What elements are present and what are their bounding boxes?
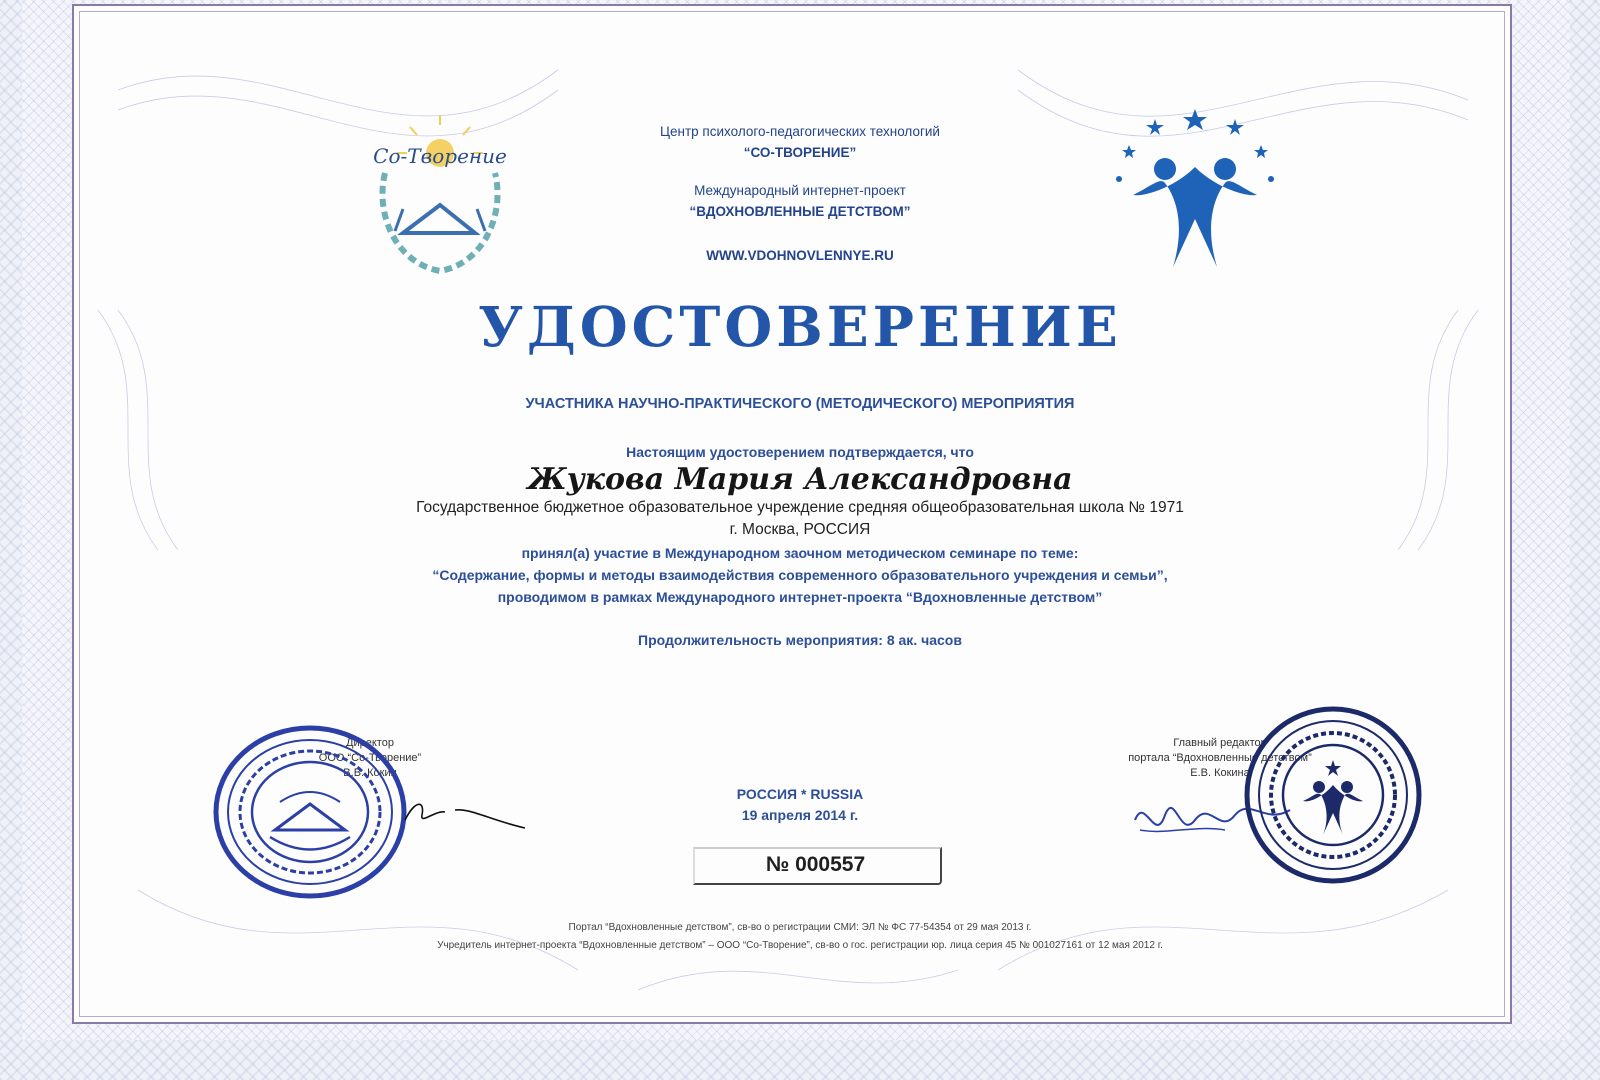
project-name-line2: “ВДОХНОВЛЕННЫЕ ДЕТСТВОМ”	[689, 204, 911, 219]
participation-text: принял(а) участие в Международном заочном методическом семинаре по теме:	[521, 545, 1079, 561]
footer-registration-line1: Портал “Вдохновленные детством”, св-во о регистрации СМИ: ЭЛ № ФС 77-54354 от 29 мая 2013 г.	[568, 922, 1032, 933]
center-name-line2: “СО-ТВОРЕНИЕ”	[743, 145, 857, 160]
left-signatory-title: Директор	[346, 737, 394, 749]
seminar-topic: “Содержание, формы и методы взаимодействия современного образовательного учреждения и семьи”,	[432, 567, 1168, 583]
organization-name: Государственное бюджетное образовательное учреждение средняя общеобразовательная школа № 1971	[416, 499, 1184, 516]
center-name-line1: Центр психолого-педагогических технологий	[660, 124, 940, 139]
right-signatory-title: Главный редактор	[1173, 737, 1267, 749]
left-signature	[400, 790, 530, 835]
issue-country: РОССИЯ * RUSSIA	[736, 786, 864, 802]
city-country: г. Москва, РОССИЯ	[729, 521, 871, 538]
event-duration: Продолжительность мероприятия: 8 ак. часов	[638, 632, 962, 648]
footer-registration-line2: Учредитель интернет-проекта “Вдохновленные детством” – ООО “Со-Творение”, св-во о гос. регистрации юр. лица серия 45 № 001027161 от 12 мая 2012 г.	[437, 940, 1163, 951]
issue-date: 19 апреля 2014 г.	[741, 807, 859, 823]
svg-text:Со-Творение: Со-Творение	[373, 144, 507, 168]
left-seal-stamp	[210, 722, 410, 902]
confirm-text: Настоящим удостоверением подтверждается, что	[626, 444, 974, 460]
left-signatory-name: В.В. Кокин	[343, 767, 397, 779]
project-frame-text: проводимом в рамках Международного интернет-проекта “Вдохновленные детством”	[497, 589, 1103, 605]
left-signatory-org: ООО “Со-Творение”	[318, 752, 422, 764]
website-url: WWW.VDOHNOVLENNYE.RU	[706, 248, 894, 263]
person-name: Жукова Мария Александровна	[527, 462, 1073, 497]
certificate-subtitle: УЧАСТНИКА НАУЧНО-ПРАКТИЧЕСКОГО (МЕТОДИЧЕСКОГО) МЕРОПРИЯТИЯ	[525, 396, 1075, 412]
project-name-line1: Международный интернет-проект	[694, 183, 906, 198]
right-seal-stamp	[1243, 705, 1423, 885]
right-signatory-name: Е.В. Кокина	[1190, 767, 1250, 779]
certificate-number: № 000557	[765, 853, 866, 876]
certificate-title: УДОСТОВЕРЕНИЕ	[478, 294, 1122, 359]
right-signatory-org: портала “Вдохновленные детством”	[1128, 752, 1312, 764]
